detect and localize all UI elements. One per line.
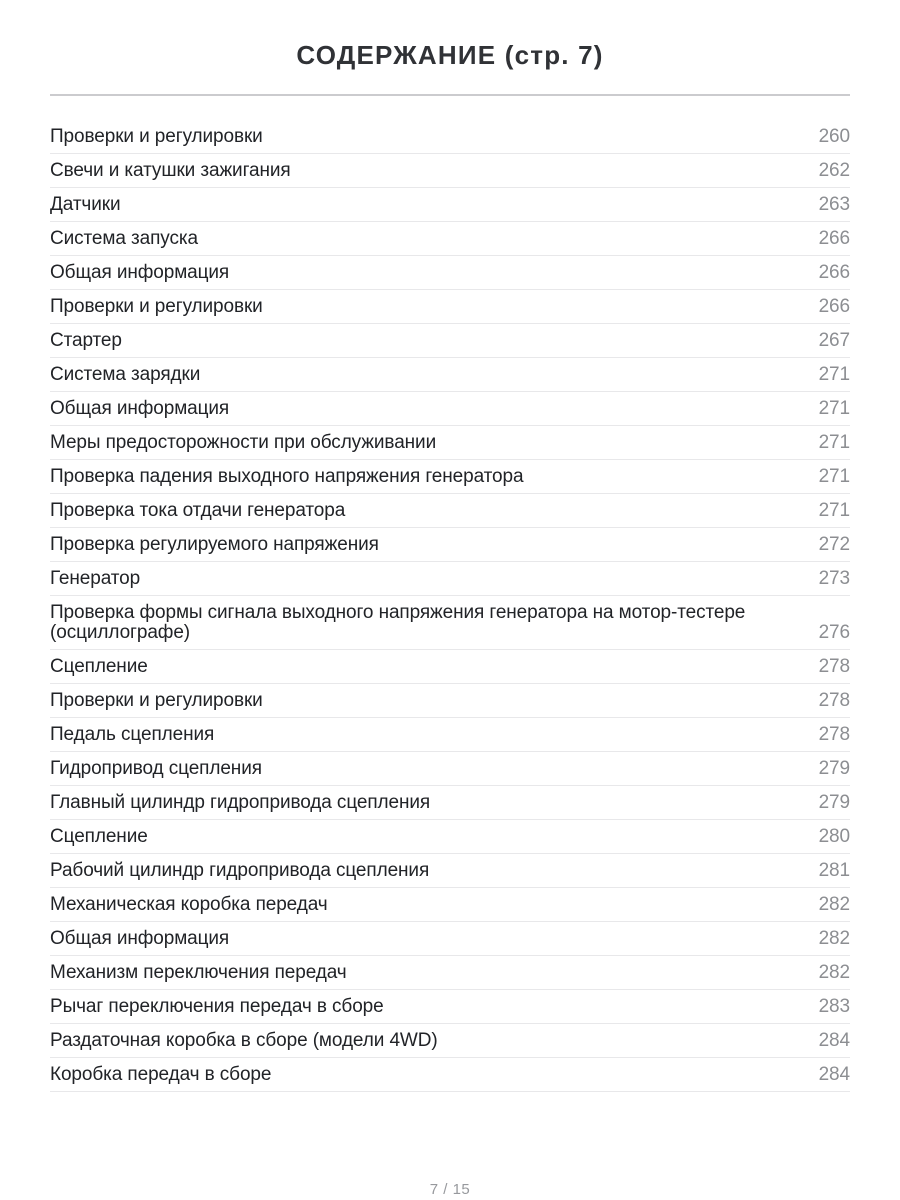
toc-entry-title: Сцепление: [50, 825, 148, 847]
toc-entry: [50, 684, 850, 718]
toc-entry-page-number: 278: [818, 723, 850, 745]
toc-entry-title: Общая информация: [50, 397, 230, 419]
toc-entry: [50, 956, 850, 990]
toc-entry-page-number: 271: [818, 397, 850, 419]
toc-entry: [50, 222, 850, 256]
toc-entry-title: Проверки и регулировки: [50, 125, 263, 147]
toc-entry-title: Общая информация: [50, 261, 230, 283]
toc-entry-title: Механизм переключения передач: [50, 961, 347, 983]
toc-entry-title: Общая информация: [50, 927, 230, 949]
toc-entry-page-number: 278: [818, 689, 850, 711]
toc-entry: [50, 562, 850, 596]
toc-entry-title: Гидропривод сцепления: [50, 757, 262, 779]
toc-entry-title: Главный цилиндр гидропривода сцепления: [50, 791, 431, 813]
toc-entry-page-number: 284: [818, 1029, 850, 1051]
toc-entry-title: Стартер: [50, 329, 122, 351]
toc-entry: [50, 290, 850, 324]
toc-entry-page-number: 284: [818, 1063, 850, 1085]
toc-entry-title: Меры предосторожности при обслуживании: [50, 431, 437, 453]
toc-entry-page-number: 266: [818, 295, 850, 317]
toc-entry-title: Проверка падения выходного напряжения генератора: [50, 465, 524, 487]
toc-entry: [50, 1058, 850, 1092]
toc-entry-page-number: 276: [818, 621, 850, 643]
toc-entry-page-number: 280: [818, 825, 850, 847]
toc-entry-title: Сцепление: [50, 655, 148, 677]
toc-entry-title: Проверки и регулировки: [50, 689, 263, 711]
toc-entry: [50, 358, 850, 392]
toc-entry: [50, 426, 850, 460]
toc-entry: [50, 650, 850, 684]
page-title: СОДЕРЖАНИЕ (стр. 7): [296, 40, 604, 70]
toc-entry-title: Генератор: [50, 567, 141, 589]
toc-entry: [50, 460, 850, 494]
toc-entry: [50, 820, 850, 854]
toc-entry: [50, 922, 850, 956]
toc-entry: [50, 1024, 850, 1058]
toc-entry: [50, 494, 850, 528]
toc-entry-page-number: 260: [818, 125, 850, 147]
toc-entry-title: Рычаг переключения передач в сборе: [50, 995, 384, 1017]
toc-entry-page-number: 279: [818, 757, 850, 779]
toc-entry-page-number: 271: [818, 499, 850, 521]
toc-entry-title: Система запуска: [50, 227, 198, 249]
toc-entry-title: Механическая коробка передач: [50, 893, 328, 915]
toc-entry: [50, 888, 850, 922]
toc-entry: [50, 854, 850, 888]
toc-entry: [50, 188, 850, 222]
toc-entry-title: Педаль сцепления: [50, 723, 215, 745]
toc-entry-page-number: 262: [818, 159, 850, 181]
title-divider: [50, 94, 850, 96]
toc-entry-title: Рабочий цилиндр гидропривода сцепления: [50, 859, 430, 881]
toc-entry: [50, 718, 850, 752]
page-indicator: 7 / 15: [429, 1181, 471, 1198]
toc-entry: [50, 786, 850, 820]
toc-entry-page-number: 278: [818, 655, 850, 677]
toc-entry-page-number: 282: [818, 927, 850, 949]
toc-entry: [50, 392, 850, 426]
toc-entry-page-number: 273: [818, 567, 850, 589]
toc-entry: [50, 154, 850, 188]
toc-entry-page-number: 267: [818, 329, 850, 351]
toc-entry: [50, 752, 850, 786]
toc-entry-page-number: 266: [818, 261, 850, 283]
toc-entry-title: Проверка тока отдачи генератора: [50, 499, 346, 521]
toc-entry-title: Проверка регулируемого напряжения: [50, 533, 379, 555]
toc-entry-page-number: 271: [818, 465, 850, 487]
toc-entry-title: Проверка формы сигнала выходного напряжения генератора на мотор-тестере (осциллографе): [50, 601, 746, 643]
toc-entry-page-number: 281: [818, 859, 850, 881]
toc-entry-page-number: 283: [818, 995, 850, 1017]
toc-entry: [50, 990, 850, 1024]
toc-entry-title: Датчики: [50, 193, 121, 215]
toc-entry-title: Проверки и регулировки: [50, 295, 263, 317]
toc-entry-title: Система зарядки: [50, 363, 201, 385]
toc-entry-page-number: 282: [818, 893, 850, 915]
toc-entry-page-number: 282: [818, 961, 850, 983]
toc-entry-title: Свечи и катушки зажигания: [50, 159, 291, 181]
toc-entry: [50, 528, 850, 562]
toc-entry: [50, 324, 850, 358]
toc-entry: [50, 256, 850, 290]
toc-entry-page-number: 272: [818, 533, 850, 555]
toc-page: [50, 40, 850, 1092]
toc-entry-title: Раздаточная коробка в сборе (модели 4WD): [50, 1029, 438, 1051]
toc-entry-title: Коробка передач в сборе: [50, 1063, 272, 1085]
toc-list: [50, 120, 850, 1092]
toc-entry: [50, 120, 850, 154]
toc-entry-page-number: 266: [818, 227, 850, 249]
toc-entry-page-number: 279: [818, 791, 850, 813]
toc-entry-page-number: 263: [818, 193, 850, 215]
toc-entry: [50, 596, 850, 650]
toc-entry-page-number: 271: [818, 363, 850, 385]
toc-entry-page-number: 271: [818, 431, 850, 453]
